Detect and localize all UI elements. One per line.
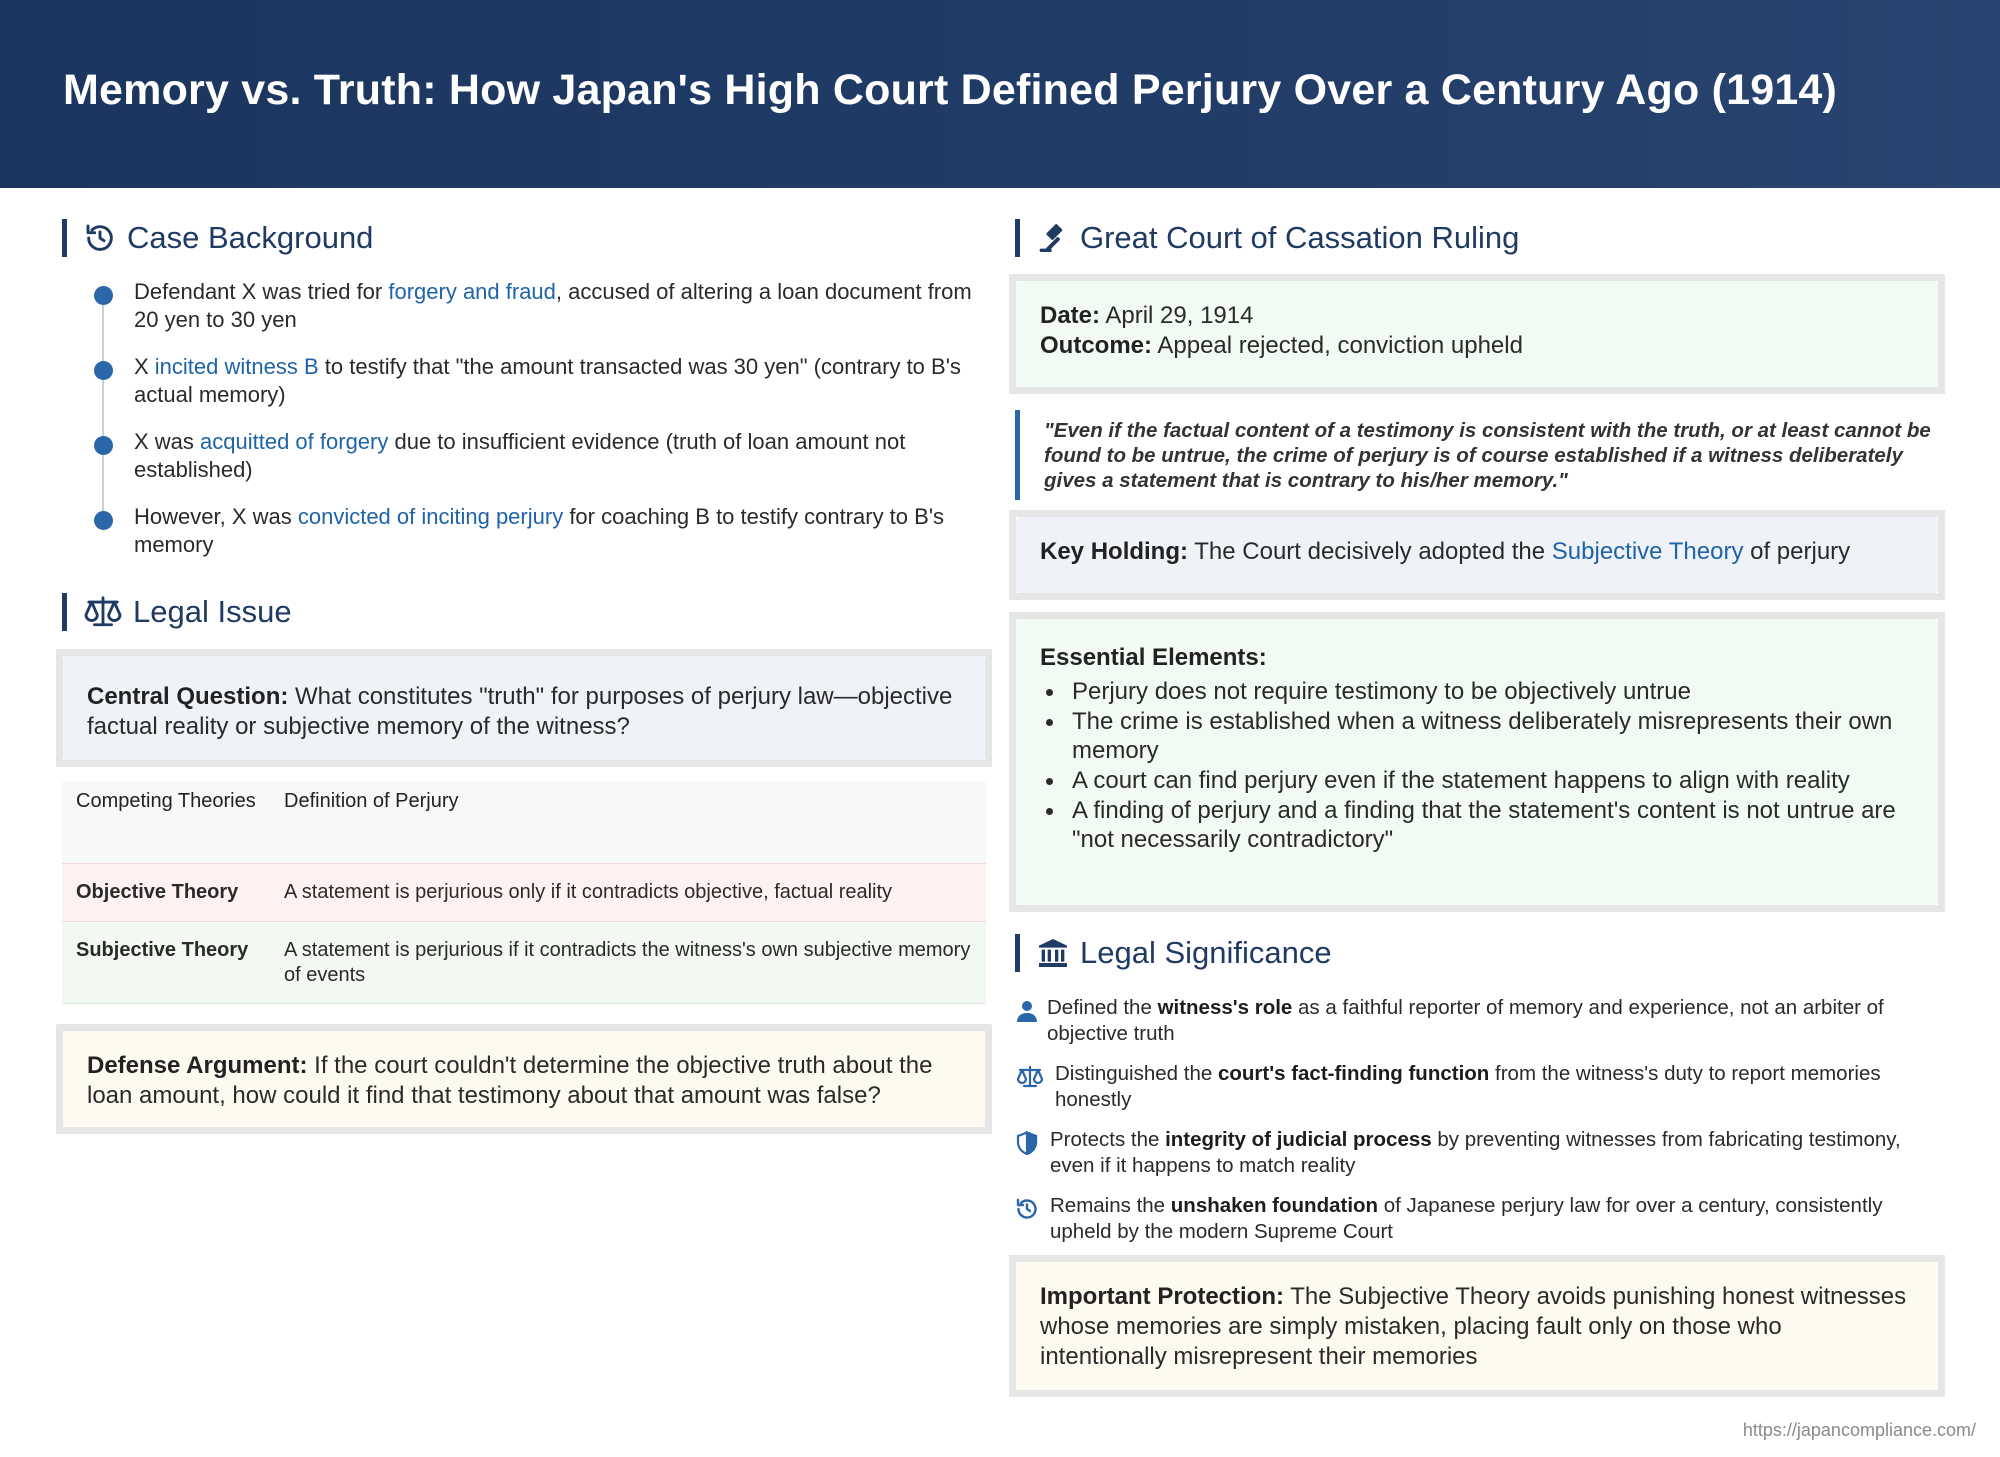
timeline-text: Defendant X was tried for forgery and fraud, accused of altering a loan document from 20 yen to 30 yen [134,279,972,332]
scale-icon [1015,1065,1045,1089]
timeline-dot [94,511,113,530]
protection-text: Important Protection: The Subjective Theory avoids punishing honest witnesses whose memories are simply mistaken, placing fault only on those who intentionally misrepresent their memories [1040,1283,1907,1370]
legal-issue-heading [62,592,292,632]
heading-accent-bar [1015,934,1020,972]
defense-argument-panel [56,1024,992,1134]
list-item: Perjury does not require testimony to be objectively untrue [1040,677,1914,706]
history-icon [1015,1197,1039,1221]
section-title: Legal Issue [133,594,292,629]
highlight-text: convicted of inciting perjury [297,504,564,529]
elements-title: Essential Elements: [1040,644,1267,671]
list-item: A finding of perjury and a finding that the statement's content is not untrue are "not necessarily contradictory" [1040,796,1914,854]
section-title: Legal Significance [1080,935,1332,970]
gavel-icon [1036,221,1070,255]
significance-text: Protects the integrity of judicial process by preventing witnesses from fabricating testimony, even if it happens to match reality [1050,1128,1901,1177]
significance-text: Distinguished the court's fact-finding function from the witness's duty to report memories honestly [1055,1062,1881,1111]
section-title: Case Background [127,220,374,255]
key-holding-text: Key Holding: The Court decisively adopted the Subjective Theory of perjury [1040,538,1851,565]
timeline-text: X was acquitted of forgery due to insufficient evidence (truth of loan amount not established) [134,429,906,482]
building-columns-icon [1036,936,1070,970]
significance-heading [1015,933,1332,973]
key-holding-panel [1009,510,1945,600]
case-background-heading [62,218,373,258]
theory-table [62,781,986,1004]
table-header-row [62,781,986,863]
timeline-dot [94,436,113,455]
page-header [0,0,2000,188]
significance-text: Defined the witness's role as a faithful reporter of memory and experience, not an arbiter of objective truth [1047,996,1884,1045]
timeline-dot [94,361,113,380]
defense-argument-text: Defense Argument: If the court couldn't determine the objective truth about the loan amount, how could it find that testimony about that amount was false? [87,1052,933,1109]
quote-text: "Even if the factual content of a testimony is consistent with the truth, or at least cannot be found to be untrue, the crime of perjury is of course established if a witness deliberately gives a statement that is contrary to his/her memory." [1044,419,1931,492]
ruling-date: Date: April 29, 1914 [1040,302,1254,329]
scale-icon [83,595,123,629]
essential-elements-panel [1009,612,1945,912]
theory-name: Objective Theory [76,880,239,903]
theory-definition: A statement is perjurious only if it contradicts objective, factual reality [284,880,893,903]
heading-accent-bar [62,593,67,631]
highlight-text: incited witness B [154,354,319,379]
theory-definition: A statement is perjurious if it contradicts the witness's own subjective memory of events [284,938,971,986]
section-title: Great Court of Cassation Ruling [1080,220,1520,255]
highlight-text: forgery and fraud [388,279,556,304]
important-protection-panel [1009,1255,1945,1397]
significance-text: Remains the unshaken foundation of Japanese perjury law for over a century, consistently upheld by the modern Supreme Court [1050,1194,1883,1243]
footer-url: https://japancompliance.com/ [1742,1420,1976,1440]
ruling-outcome: Outcome: Appeal rejected, conviction upheld [1040,332,1523,359]
ruling-quote [1015,410,1939,500]
table-header-cell: Competing Theories [76,790,256,812]
timeline-dot [94,286,113,305]
list-item: The crime is established when a witness deliberately misrepresents their own memory [1040,707,1914,765]
history-icon [83,221,117,255]
table-header-cell: Definition of Perjury [284,790,459,812]
timeline-text: However, X was convicted of inciting perjury for coaching B to testify contrary to B's memory [134,504,945,557]
ruling-heading [1015,218,1519,258]
timeline-text: X incited witness B to testify that "the amount transacted was 30 yen" (contrary to B's actual memory) [134,354,961,407]
heading-accent-bar [1015,219,1020,257]
page-title: Memory vs. Truth: How Japan's High Court Defined Perjury Over a Century Ago (1914) [63,66,1838,114]
highlight-text: acquitted of forgery [200,429,389,454]
theory-name: Subjective Theory [76,938,249,961]
person-icon [1015,999,1039,1023]
list-item: A court can find perjury even if the statement happens to align with reality [1040,766,1914,795]
central-question-panel [56,649,992,767]
ruling-date-panel [1009,274,1945,394]
heading-accent-bar [62,219,67,257]
timeline-line [102,296,104,524]
elements-list [1040,677,1914,854]
central-question-text: Central Question: What constitutes "truth" for purposes of perjury law—objective factual reality or subjective memory of the witness? [87,683,953,740]
table-row-subjective [62,921,986,1003]
highlight-text: Subjective Theory [1551,538,1744,565]
shield-icon [1015,1131,1039,1155]
table-row-objective [62,863,986,921]
